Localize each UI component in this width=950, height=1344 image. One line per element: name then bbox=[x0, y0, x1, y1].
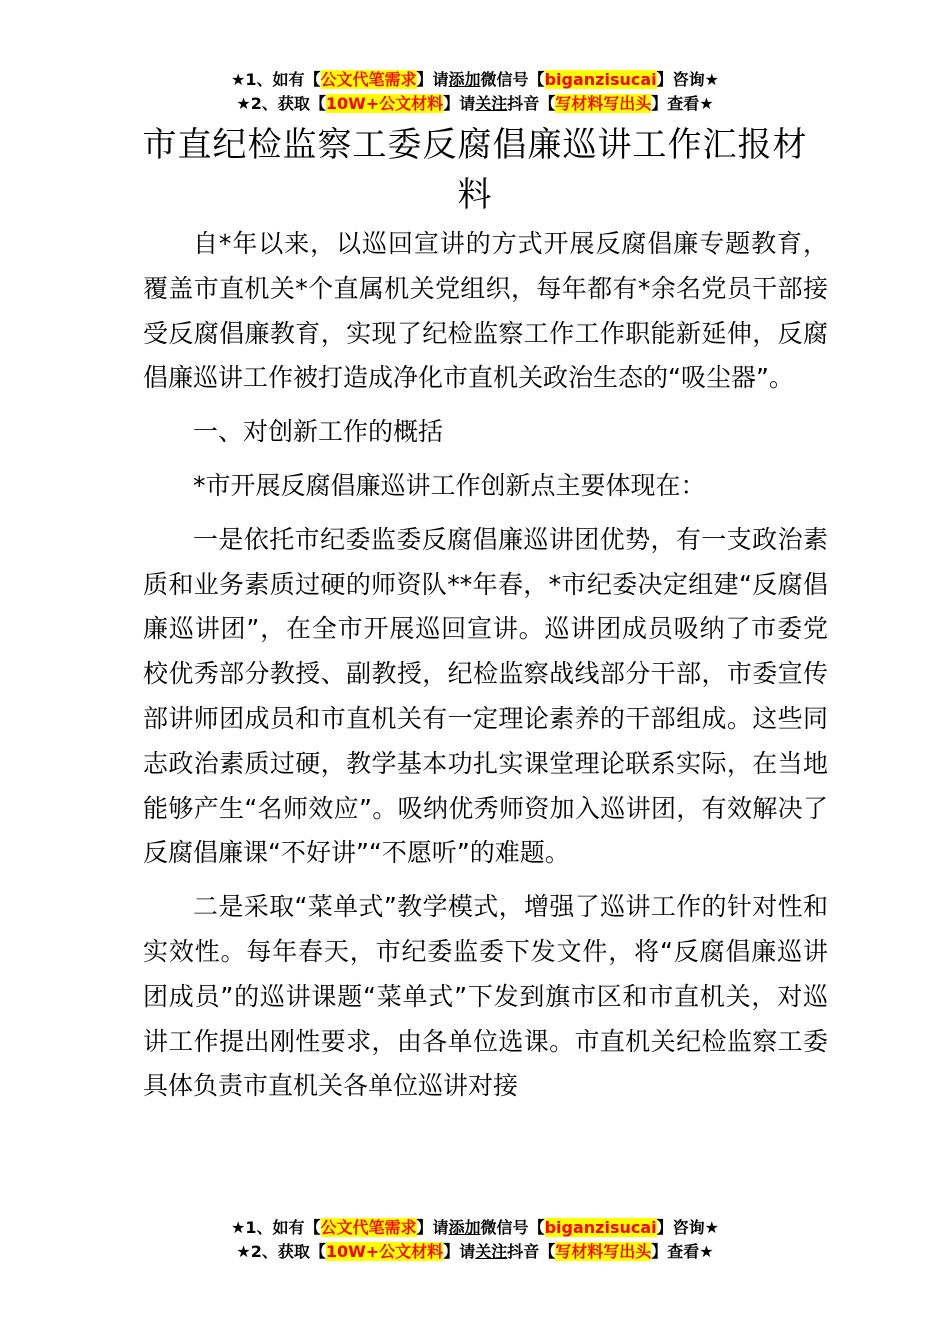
banner-text: 】查看★ bbox=[651, 1242, 714, 1261]
banner-line-1 bbox=[0, 68, 950, 92]
highlight-materials: 10W+公文材料 bbox=[325, 94, 444, 113]
banner-text: 】请 bbox=[443, 1242, 476, 1261]
banner-text: 】咨询★ bbox=[656, 70, 719, 89]
banner-text: ★1、如有【 bbox=[231, 1218, 321, 1237]
banner-line-2 bbox=[0, 1240, 950, 1264]
banner-text: 】请 bbox=[443, 94, 476, 113]
paragraph-innovation-lead: *市开展反腐倡廉巡讲工作创新点主要体现在： bbox=[193, 470, 706, 500]
paragraph-point-two: 二是采取“菜单式”教学模式，增强了巡讲工作的针对性和实效性。每年春天，市纪委监委下发文件，将“反腐倡廉巡讲团成员”的巡讲课题“菜单式”下发到旗市区和市直机关，对巡讲工作提出刚性要求，由各单位选课。市直机关纪检监察工委具体负责市直机关各单位巡讲对接 bbox=[143, 892, 828, 1101]
highlight-douyin-account: 写材料写出头 bbox=[555, 1242, 652, 1261]
header-banner bbox=[0, 68, 950, 116]
banner-text: 】咨询★ bbox=[656, 1218, 719, 1237]
banner-text: ★2、获取【 bbox=[236, 94, 326, 113]
banner-text: 抖音【 bbox=[507, 94, 556, 113]
paragraph-intro: 自*年以来，以巡回宣讲的方式开展反腐倡廉专题教育，覆盖市直机关*个直属机关党组织，每年都有*余名党员干部接受反腐倡廉教育，实现了纪检监察工作工作职能新延伸，反腐倡廉巡讲工作被打造成净化市直机关政治生态的“吸尘器”。 bbox=[143, 229, 828, 393]
banner-text: 】查看★ bbox=[651, 94, 714, 113]
banner-line-2 bbox=[0, 92, 950, 116]
section-heading: 一、对创新工作的概括 bbox=[193, 417, 444, 447]
banner-text: 微信号【 bbox=[480, 1218, 545, 1237]
banner-text: 】请 bbox=[416, 1218, 449, 1237]
banner-text: 微信号【 bbox=[480, 70, 545, 89]
banner-text: 抖音【 bbox=[507, 1242, 556, 1261]
highlight-service: 公文代笔需求 bbox=[320, 70, 417, 89]
underlined-word: 添加 bbox=[448, 1218, 481, 1237]
document-title: 市直纪检监察工委反腐倡廉巡讲工作汇报材料 bbox=[142, 125, 808, 215]
banner-text: ★1、如有【 bbox=[231, 70, 321, 89]
footer-banner bbox=[0, 1216, 950, 1264]
highlight-materials: 10W+公文材料 bbox=[325, 1242, 444, 1261]
underlined-word: 关注 bbox=[475, 94, 508, 113]
highlight-service: 公文代笔需求 bbox=[320, 1218, 417, 1237]
banner-line-1 bbox=[0, 1216, 950, 1240]
paragraph-point-one: 一是依托市纪委监委反腐倡廉巡讲团优势，有一支政治素质和业务素质过硬的师资队**年春，*市纪委决定组建“反腐倡廉巡讲团”，在全市开展巡回宣讲。巡讲团成员吸纳了市委党校优秀部分教授、副教授，纪检监察战线部分干部，市委宣传部讲师团成员和市直机关有一定理论素养的干部组成。这些同志政治素质过硬，教学基本功扎实课堂理论联系实际，在当地能够产生“名师效应”。吸纳优秀师资加入巡讲团，有效解决了反腐倡廉课“不好讲”“不愿听”的难题。 bbox=[143, 524, 828, 868]
banner-text: 】请 bbox=[416, 70, 449, 89]
underlined-word: 添加 bbox=[448, 70, 481, 89]
underlined-word: 关注 bbox=[475, 1242, 508, 1261]
document-body bbox=[143, 222, 828, 1109]
highlight-wechat-id: biganzisucai bbox=[544, 70, 657, 89]
highlight-douyin-account: 写材料写出头 bbox=[555, 94, 652, 113]
highlight-wechat-id: biganzisucai bbox=[544, 1218, 657, 1237]
banner-text: ★2、获取【 bbox=[236, 1242, 326, 1261]
